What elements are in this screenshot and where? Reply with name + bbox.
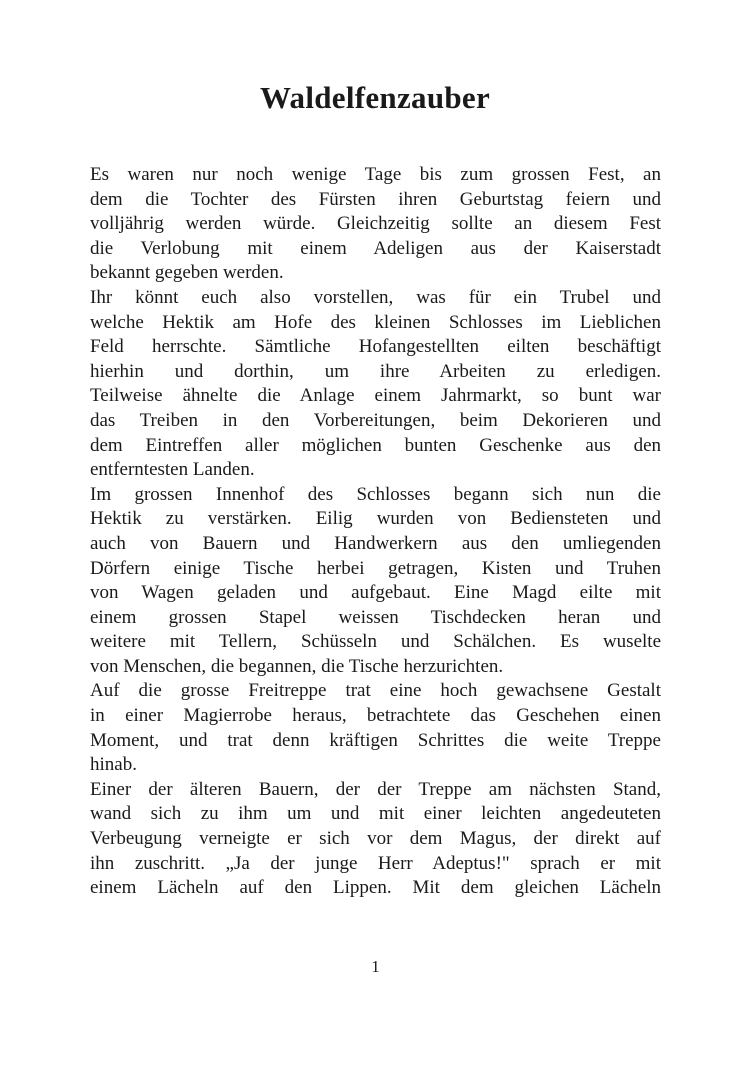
text-line: dem Eintreffen aller möglichen bunten Geschenke aus den [90,434,661,456]
text-line: auch von Bauern und Handwerkern aus den umliegenden [90,532,661,554]
text-line: von Wagen geladen und aufgebaut. Eine Magd eilte mit [90,582,661,604]
text-line: volljährig werden würde. Gleichzeitig sollte an diesem Fest [90,213,661,235]
text-line: Dörfern einige Tische herbei getragen, Kisten und Truhen [90,557,661,579]
text-line: Auf die grosse Freitreppe trat eine hoch gewachsene Gestalt [90,680,661,702]
text-line: Ihr könnt euch also vorstellen, was für ein Trubel und [90,286,661,308]
page-number: 1 [371,957,380,976]
text-line: Im grossen Innenhof des Schlosses begann sich nun die [90,483,661,505]
text-line: dem die Tochter des Fürsten ihren Geburtstag feiern und [90,188,661,210]
text-line: hinab. [90,754,137,776]
text-line: das Treiben in den Vorbereitungen, beim Dekorieren und [90,409,661,431]
text-line: Teilweise ähnelte die Anlage einem Jahrmarkt, so bunt war [90,385,661,407]
text-line: Verbeugung verneigte er sich vor dem Magus, der direkt auf [90,828,661,850]
text-line: Es waren nur noch wenige Tage bis zum grossen Fest, an [90,164,661,185]
text-line: wand sich zu ihm um und mit einer leichten angedeuteten [90,803,661,825]
text-line: welche Hektik am Hofe des kleinen Schlosses im Lieblichen [90,311,661,333]
text-line: Moment, und trat denn kräftigen Schrittes die weite Treppe [90,729,661,751]
text-line: von Menschen, die begannen, die Tische herzurichten. [90,655,504,677]
text-line: weitere mit Tellern, Schüsseln und Schälchen. Es wuselte [90,631,661,653]
text-line: Feld herrschte. Sämtliche Hofangestellten eilten beschäftigt [90,336,661,358]
text-line: entferntesten Landen. [90,459,255,481]
text-line: hierhin und dorthin, um ihre Arbeiten zu erledigen. [90,360,661,382]
body-text [90,163,661,901]
text-line: ihn zuschritt. „Ja der junge Herr Adeptus!" sprach er mit [90,852,661,874]
text-line: einem grossen Stapel weissen Tischdecken heran und [90,606,661,628]
text-line: in einer Magierrobe heraus, betrachtete das Geschehen einen [90,705,661,727]
text-line: bekannt gegeben werden. [90,262,284,284]
text-line: Einer der älteren Bauern, der der Treppe am nächsten Stand, [90,778,661,800]
text-line: einem Lächeln auf den Lippen. Mit dem gleichen Lächeln [90,877,661,899]
page-title: Waldelfenzauber [259,80,491,115]
text-line: Hektik zu verstärken. Eilig wurden von Bediensteten und [90,508,661,530]
text-line: die Verlobung mit einem Adeligen aus der Kaiserstadt [90,237,661,259]
